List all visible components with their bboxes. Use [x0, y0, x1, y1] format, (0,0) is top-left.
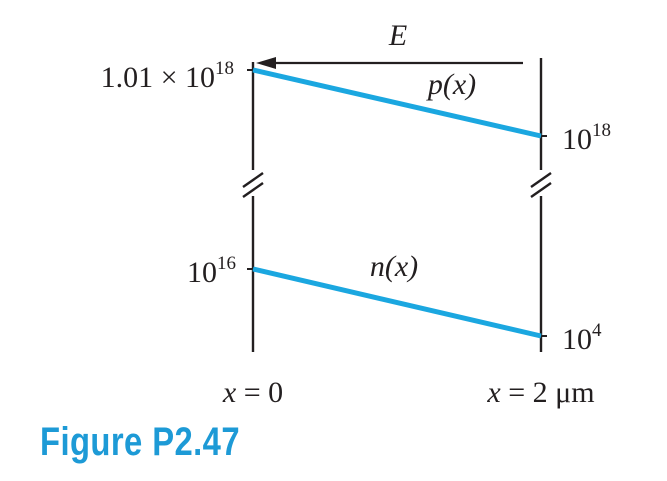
left-bottom-mantissa: 10: [187, 256, 217, 289]
left-x-label: x = 0: [222, 376, 284, 409]
left-bottom-exponent: 16: [217, 253, 236, 274]
right-top-exponent: 18: [592, 120, 611, 141]
right-bottom-exponent: 4: [592, 320, 602, 341]
right-top-value: [562, 120, 611, 156]
left-top-value: [101, 58, 234, 94]
left-axis-break: [243, 170, 263, 197]
right-axis-break: [531, 170, 551, 197]
n-label: n(x): [369, 250, 419, 283]
p-label: p(x): [427, 68, 477, 101]
right-bottom-value: [562, 320, 602, 356]
electric-field-arrow: [256, 57, 523, 69]
right-bottom-mantissa: 10: [562, 323, 592, 356]
right-top-mantissa: 10: [562, 123, 592, 156]
right-x-label: x = 2 μm: [487, 376, 595, 409]
p-profile-line: [253, 70, 541, 136]
left-top-mantissa: 1.01 × 10: [100, 61, 215, 94]
left-top-exponent: 18: [215, 58, 234, 79]
figure-caption: Figure P2.47: [40, 420, 240, 464]
left-bottom-value: [187, 253, 236, 289]
field-label: E: [388, 19, 408, 52]
